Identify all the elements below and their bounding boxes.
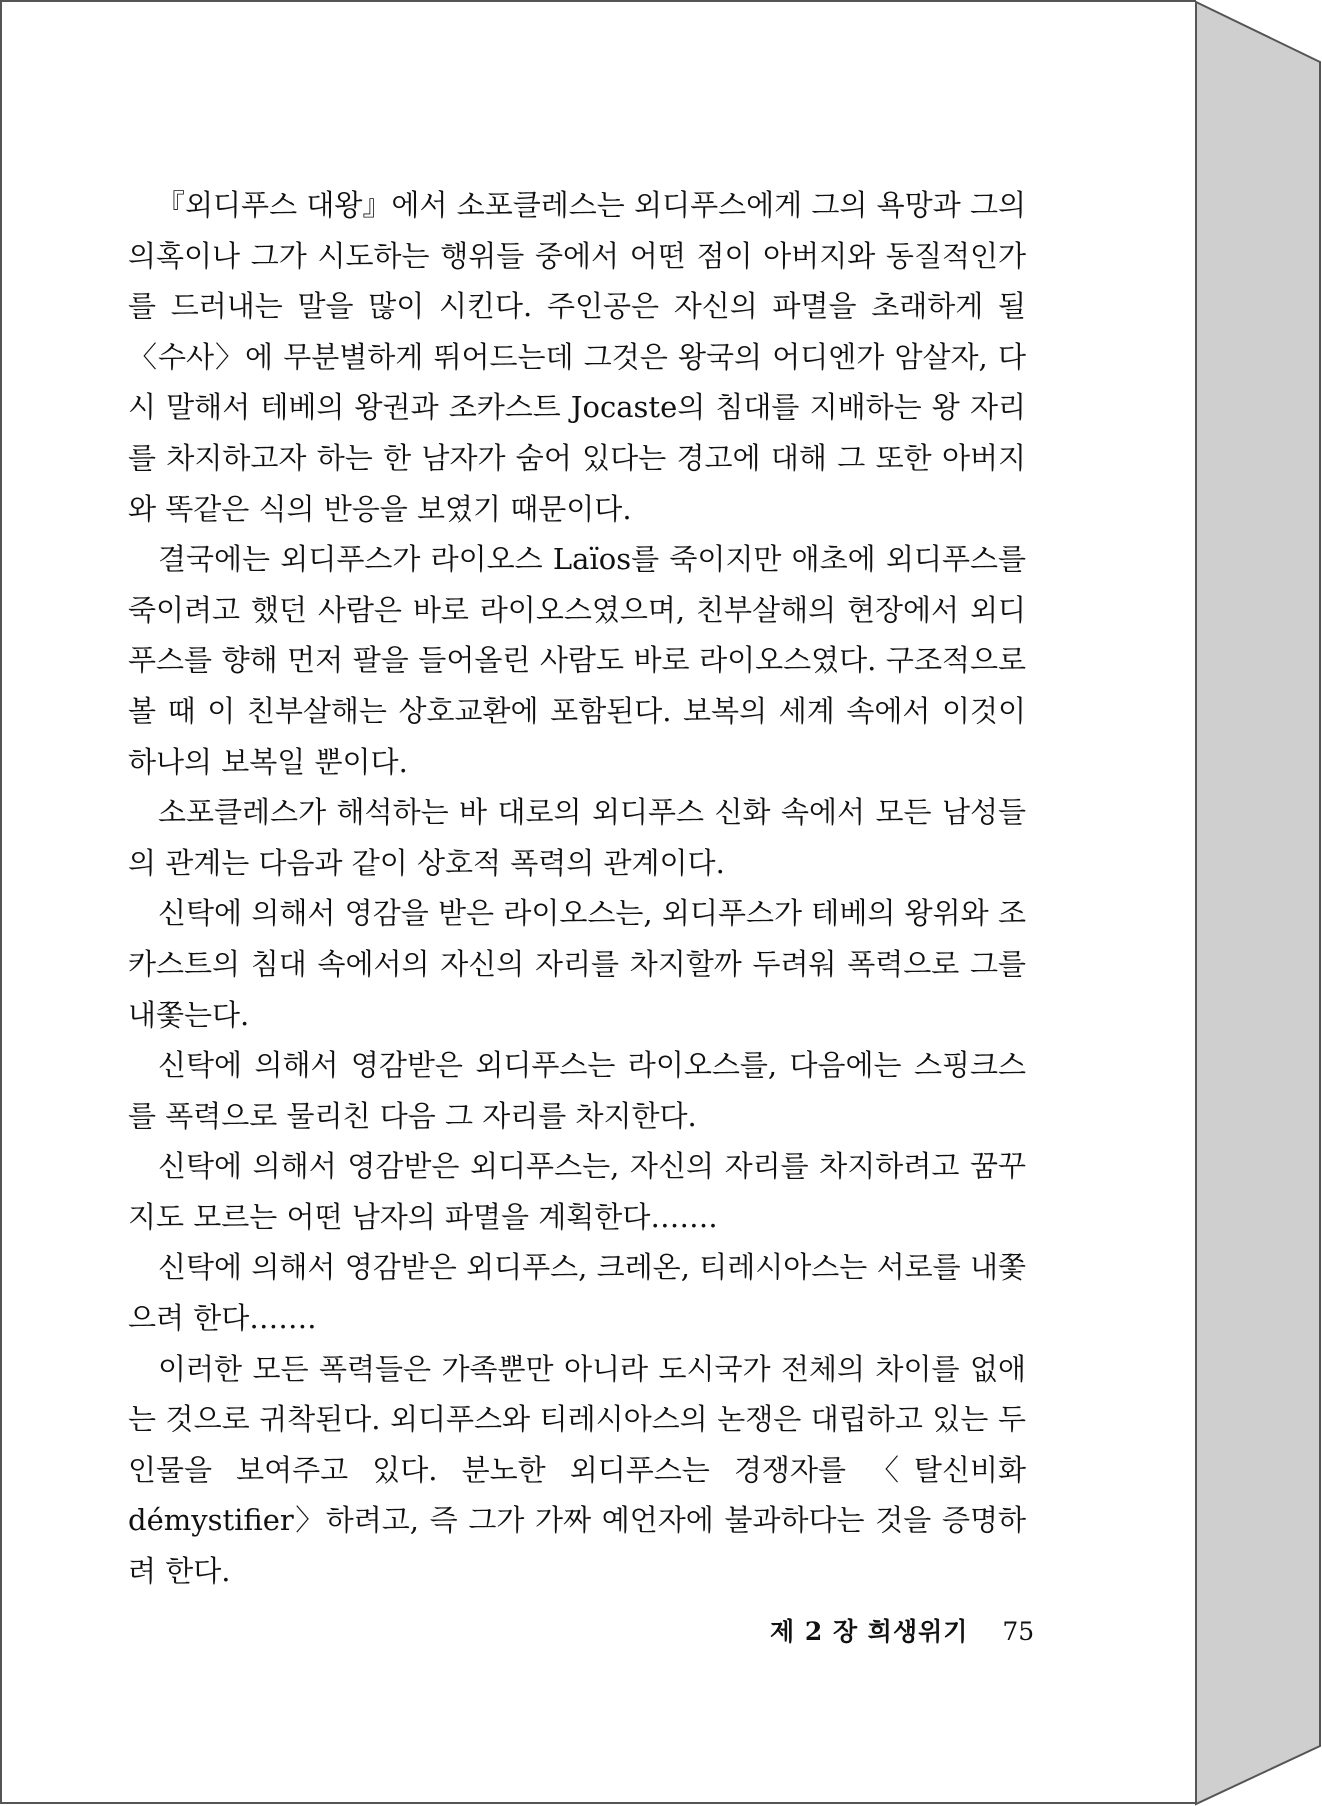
page-footer <box>770 1612 1034 1648</box>
paragraph-6: 신탁에 의해서 영감받은 외디푸스는, 자신의 자리를 차지하려고 꿈꾸지도 모르는 어떤 남자의 파멸을 계획한다……. <box>128 1149 1026 1234</box>
paragraph-5: 신탁에 의해서 영감받은 외디푸스는 라이오스를, 다음에는 스핑크스를 폭력으로 물리친 다음 그 자리를 차지한다. <box>128 1048 1026 1133</box>
book-side-panel <box>1196 2 1320 1804</box>
body-text <box>128 180 1026 1597</box>
chapter-title: 제 2 장 희생위기 <box>770 1617 969 1646</box>
paragraph-8: 이러한 모든 폭력들은 가족뿐만 아니라 도시국가 전체의 차이를 없애는 것으로 귀착된다. 외디푸스와 티레시아스의 논쟁은 대립하고 있는 두 인물을 보여주고 있다. 분노한 외디푸스는 경쟁자를 〈탈신비화 démystifier〉하려고, 즉 그가 가짜 예언자에 불과하다는 것을 증명하려 한다. <box>128 1351 1026 1589</box>
paragraph-2: 결국에는 외디푸스가 라이오스 Laïos를 죽이지만 애초에 외디푸스를 죽이려고 했던 사람은 바로 라이오스였으며, 친부살해의 현장에서 외디푸스를 향해 먼저 팔을 들어올린 사람도 바로 라이오스였다. 구조적으로 볼 때 이 친부살해는 상호교환에 포함된다. 보복의 세계 속에서 이것이 하나의 보복일 뿐이다. <box>128 542 1026 779</box>
paragraph-1: 『외디푸스 대왕』에서 소포클레스는 외디푸스에게 그의 욕망과 그의 의혹이나 그가 시도하는 행위들 중에서 어떤 점이 아버지와 동질적인가를 드러내는 말을 많이 시킨다. 주인공은 자신의 파멸을 초래하게 될 〈수사〉에 무분별하게 뛰어드는데 그것은 왕국의 어디엔가 암살자, 다시 말해서 테베의 왕권과 조카스트 Jocaste의 침대를 지배하는 왕 자리를 차지하고자 하는 한 남자가 숨어 있다는 경고에 대해 그 또한 아버지와 똑같은 식의 반응을 보였기 때문이다. <box>128 188 1026 526</box>
paragraph-7: 신탁에 의해서 영감받은 외디푸스, 크레온, 티레시아스는 서로를 내쫓으려 한다……. <box>128 1250 1026 1336</box>
page-number: 75 <box>1002 1617 1035 1646</box>
paragraph-4: 신탁에 의해서 영감을 받은 라이오스는, 외디푸스가 테베의 왕위와 조카스트의 침대 속에서의 자신의 자리를 차지할까 두려워 폭력으로 그를 내쫓는다. <box>128 896 1026 1032</box>
paragraph-3: 소포클레스가 해석하는 바 대로의 외디푸스 신화 속에서 모든 남성들의 관계는 다음과 같이 상호적 폭력의 관계이다. <box>128 795 1026 880</box>
